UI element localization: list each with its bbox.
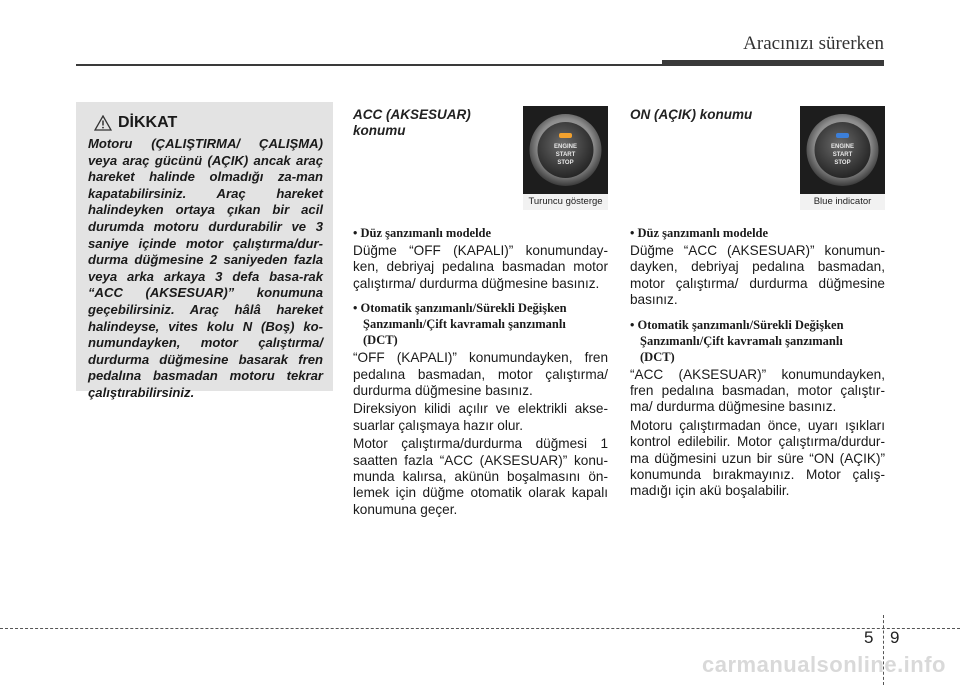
button-label-stop: STOP — [557, 160, 574, 166]
page-number: 9 — [890, 628, 900, 647]
on-manual-text: Düğme “ACC (AKSESUAR)” konumun-dayken, debriyaj pedalına basmadan, motor çalıştırma/ durdurma düğmesine basınız. — [630, 243, 885, 308]
on-button-photo — [800, 106, 885, 210]
on-section-title: ON (AÇIK) konumu — [630, 107, 753, 122]
warning-header — [88, 114, 323, 132]
acc-indicator-light — [559, 133, 572, 138]
on-indicator-light — [836, 133, 849, 138]
acc-auto-text-2: Direksiyon kilidi açılır ve elektrikli akse-suarlar çalışmaya hazır olur. — [353, 401, 608, 433]
warning-text: Motoru (ÇALIŞTIRMA/ ÇALIŞMA) veya araç gücünü (AÇIK) ancak araç hareket halinde olmadığı za-man kapatabilirsiniz. Araç hareket halindeyken ortaya çıkan bir acil durumda motoru durdurabilir ve 3 saniye içinde motor çalıştırma/dur-durma düğmesine 2 saniyeden fazla veya arka arkaya 3 defa basa-rak “ACC (AKSESUAR)” konumuna geçebilirsiniz. Araç hâlâ hareket halindeyse, vites kolu N (Boş) ko-numundayken, motor çalıştırma/ durdurma düğmesine basarak fren pedalına basmadan motoru tekrar çalıştırabilirsiniz. — [88, 136, 323, 400]
acc-title-line2: konumu — [353, 123, 406, 138]
warning-triangle-icon — [94, 115, 112, 131]
on-auto-heading-line2: Şanzımanlı/Çift kavramalı şanzımanlı — [640, 333, 843, 348]
acc-auto-text-1: “OFF (KAPALI)” konumundayken, fren pedalına basmadan, motor çalıştırma/ durdurma düğmesine basınız. — [353, 350, 608, 399]
acc-auto-text-3: Motor çalıştırma/durdurma düğmesi 1 saatten fazla “ACC (AKSESUAR)” konu-munda kalırsa, akünün boşalmasını ön-lemek için düğme otomatik olarak kapalı konumuna geçer. — [353, 436, 608, 517]
button-label-stop-2: STOP — [834, 160, 851, 166]
on-body — [630, 225, 885, 500]
header-title: Aracınızı sürerken — [743, 33, 884, 54]
button-label-engine: ENGINE — [553, 144, 578, 150]
acc-body — [353, 225, 608, 518]
on-auto-heading-line3: (DCT) — [640, 349, 675, 364]
watermark: carmanualsonline.info — [702, 652, 946, 677]
button-label-engine-2: ENGINE — [830, 144, 855, 150]
acc-auto-heading — [353, 300, 608, 348]
on-manual-heading: • Düz şanzımanlı modelde — [630, 226, 769, 240]
button-label-start-2: START — [832, 152, 853, 158]
on-image-caption: Blue indicator — [800, 194, 885, 210]
header-rule-thick — [662, 60, 884, 66]
on-auto-heading — [630, 317, 885, 365]
button-label-start: START — [555, 152, 576, 158]
on-auto-heading-line1: • Otomatik şanzımanlı/Sürekli Değişken — [630, 317, 844, 332]
warning-title: DİKKAT — [118, 114, 178, 131]
acc-auto-heading-line1: • Otomatik şanzımanlı/Sürekli Değişken — [353, 301, 567, 316]
page-section-number: 5 — [864, 628, 874, 647]
warning-box — [76, 102, 333, 400]
acc-manual-heading: • Düz şanzımanlı modelde — [353, 226, 492, 240]
acc-section-title — [353, 107, 503, 139]
acc-button-photo — [523, 106, 608, 210]
acc-title-line1: ACC (AKSESUAR) — [353, 107, 471, 122]
acc-image-caption: Turuncu gösterge — [523, 194, 608, 210]
acc-auto-heading-line3: (DCT) — [363, 333, 398, 348]
on-auto-text-1: “ACC (AKSESUAR)” konumundayken, fren pedalına basmadan, motor çalıştır-ma/ durdurma düğmesine basınız. — [630, 366, 885, 415]
on-auto-text-2: Motoru çalıştırmadan önce, uyarı ışıkları kontrol edilebilir. Motor çalıştırma/durdur-ma düğmesini uzun bir süre “ON (AÇIK)” konumunda bırakmayınız. Motor çalış-madığı için akü boşalabilir. — [630, 417, 885, 499]
header-rule-thin — [76, 64, 662, 66]
acc-auto-heading-line2: Şanzımanlı/Çift kavramalı şanzımanlı — [363, 317, 566, 332]
acc-manual-text: Düğme “OFF (KAPALI)” konumunday-ken, debriyaj pedalına basmadan motor çalıştırma/ durdurma düğmesine basınız. — [353, 243, 608, 291]
footer-rule — [0, 628, 960, 629]
